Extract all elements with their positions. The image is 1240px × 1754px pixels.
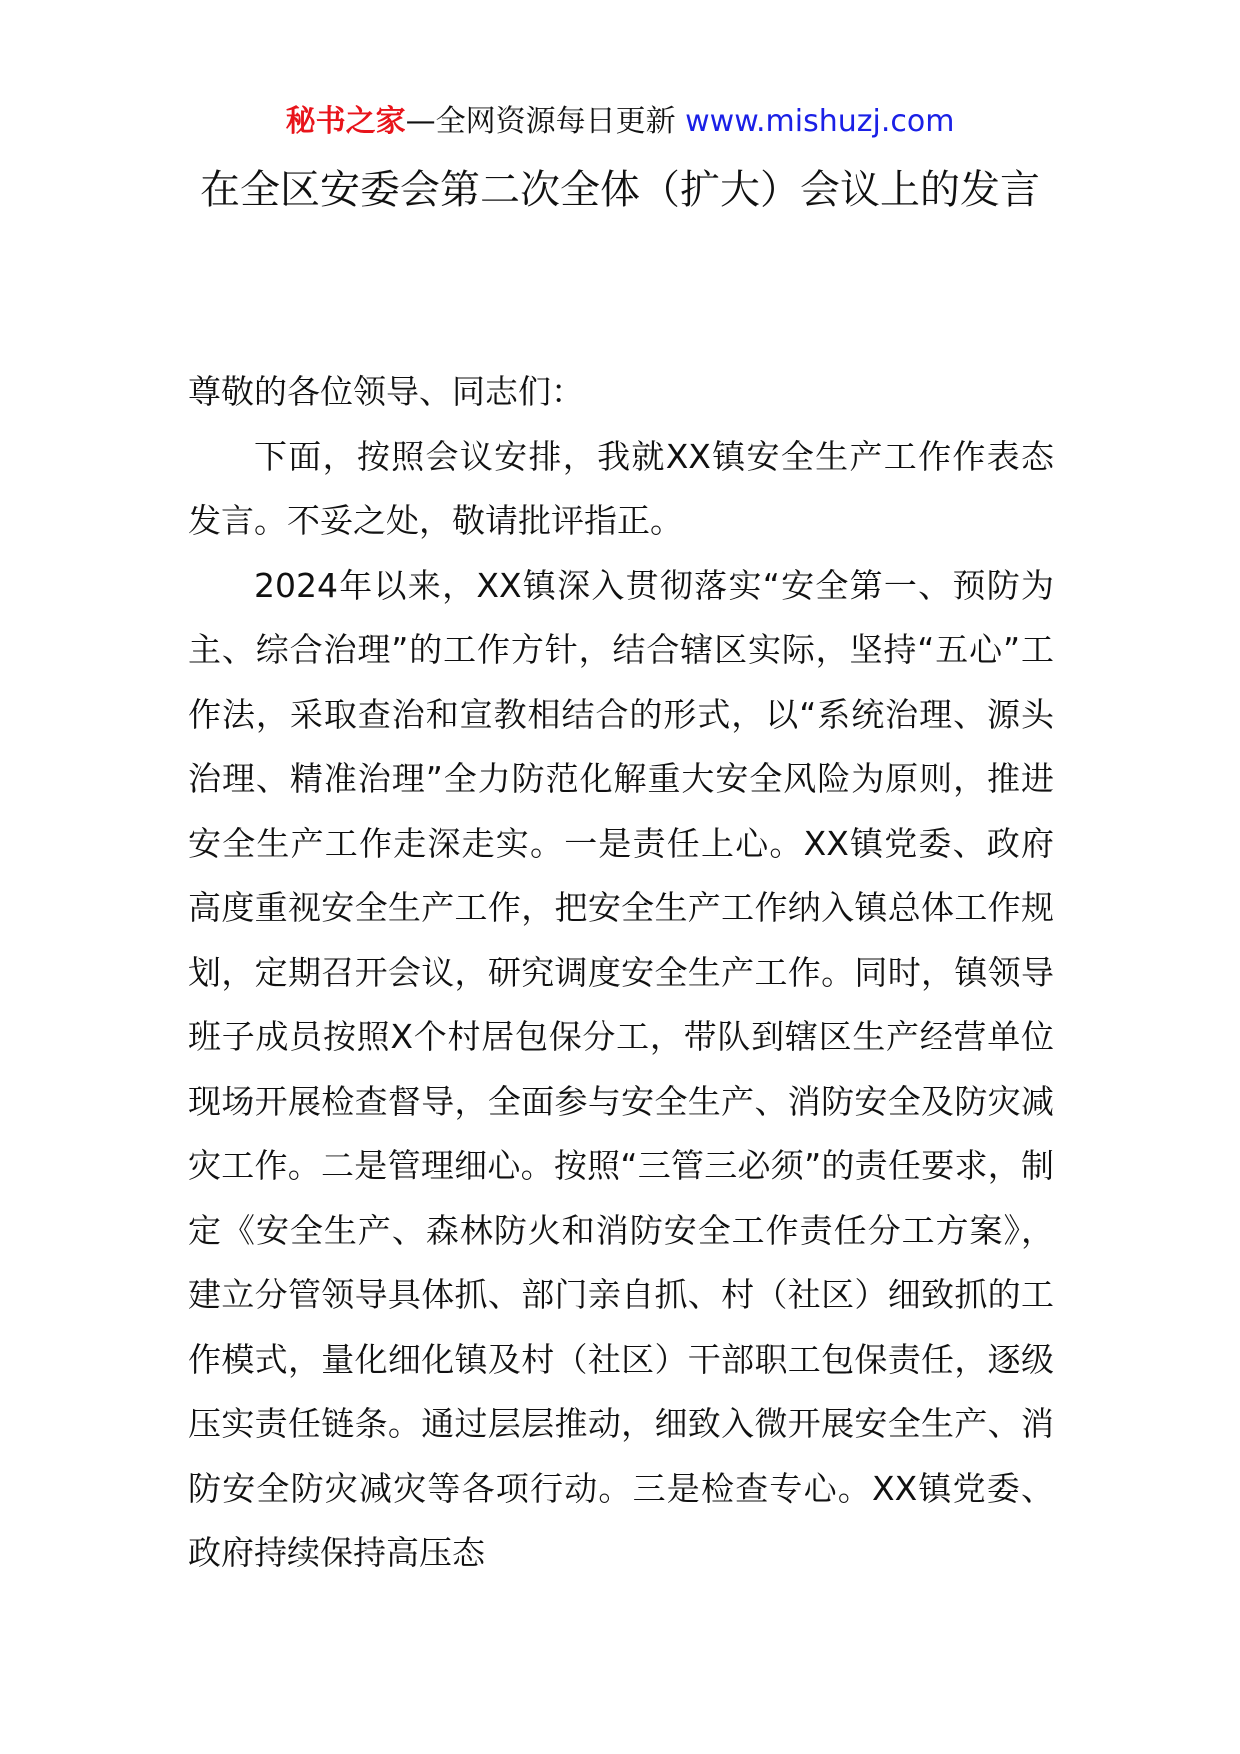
site-tagline: —全网资源每日更新 [405, 104, 676, 139]
document-body [188, 360, 1054, 1586]
document-title: 在全区安委会第二次全体（扩大）会议上的发言 [200, 167, 1040, 213]
site-brand-name: 秘书之家 [285, 104, 406, 139]
body-paragraph-intro: 下面，按照会议安排，我就XX镇安全生产工作作表态发言。不妥之处，敬请批评指正。 [188, 436, 1054, 540]
site-url-link[interactable]: www.mishuzj.com [685, 104, 955, 139]
site-banner [0, 100, 1240, 144]
salutation: 尊敬的各位领导、同志们： [188, 372, 584, 411]
body-paragraph-main: 2024年以来，XX镇深入贯彻落实“安全第一、预防为主、综合治理”的工作方针，结合辖区实际，坚持“五心”工作法，采取查治和宣教相结合的形式，以“系统治理、源头治理、精准治理”全力防范化解重大安全风险为原则，推进安全生产工作走深走实。一是责任上心。XX镇党委、政府高度重视安全生产工作，把安全生产工作纳入镇总体工作规划，定期召开会议，研究调度安全生产工作。同时，镇领导班子成员按照X个村居包保分工，带队到辖区生产经营单位现场开展检查督导，全面参与安全生产、消防安全及防灾减灾工作。二是管理细心。按照“三管三必须”的责任要求，制定《安全生产、森林防火和消防安全工作责任分工方案》，建立分管领导具体抓、部门亲自抓、村（社区）细致抓的工作模式，量化细化镇及村（社区）干部职工包保责任，逐级压实责任链条。通过层层推动，细致入微开展安全生产、消防安全防灾减灾等各项行动。三是检查专心。XX镇党委、政府持续保持高压态 [188, 565, 1054, 1572]
